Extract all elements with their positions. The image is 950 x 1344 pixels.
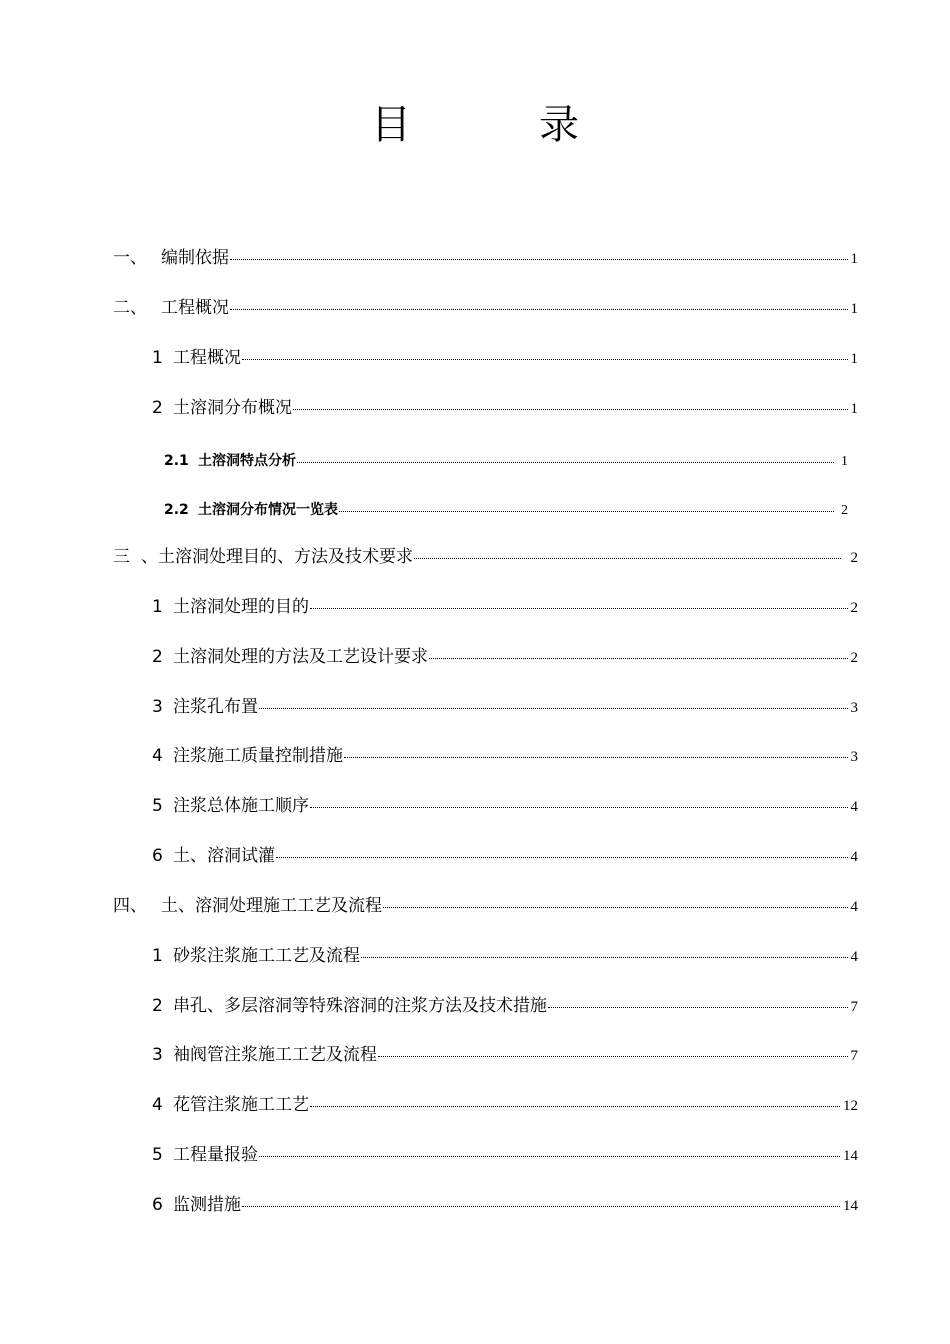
dot-leader [242, 359, 848, 360]
toc-entry-number: 2 [152, 996, 163, 1016]
toc-entry-number: 6 [152, 846, 163, 866]
page-title: 目 录 [371, 102, 623, 148]
toc-entry[interactable] [152, 396, 858, 421]
dot-leader [242, 1206, 840, 1207]
toc-entry-page: 1 [850, 301, 858, 317]
toc-entry-number: 1 [152, 597, 163, 617]
toc-entry-number: 3 [152, 1045, 163, 1065]
toc-entry-page: 4 [850, 949, 858, 965]
dot-leader [383, 907, 848, 908]
toc-entry-page: 14 [843, 1198, 858, 1214]
toc-entry-number: 5 [152, 796, 163, 816]
dot-leader [259, 1156, 840, 1157]
toc-entry-title: 注浆施工质量控制措施 [173, 746, 343, 766]
toc-entry-title: 工程量报验 [173, 1145, 258, 1165]
dot-leader [310, 807, 848, 808]
toc-entry-title: 监测措施 [173, 1195, 241, 1215]
toc-entry[interactable] [152, 1143, 858, 1168]
toc-entry-page: 12 [843, 1098, 858, 1114]
toc-entry-number: 4 [152, 746, 163, 766]
toc-entry-number: 一、 [113, 248, 147, 268]
toc-entry-page: 2 [850, 650, 858, 666]
toc-entry[interactable] [164, 498, 848, 523]
toc-entry-page: 7 [850, 999, 858, 1015]
toc-entry-number: 2 [152, 647, 163, 667]
toc-entry-page: 2 [850, 550, 858, 566]
toc-entry[interactable] [113, 296, 858, 321]
toc-entry-title: 工程概况 [161, 298, 229, 318]
toc-entry-number: 1 [152, 348, 163, 368]
dot-leader [378, 1056, 848, 1057]
toc-entry[interactable] [152, 595, 858, 620]
toc-entry-number: 2.1 [164, 453, 189, 469]
toc-entry-title: 注浆总体施工顺序 [173, 796, 309, 816]
toc-entry-title: 土溶洞特点分析 [198, 453, 296, 469]
dot-leader [414, 558, 841, 559]
toc-entry-title: 土溶洞分布概况 [173, 398, 292, 418]
toc-entry-number: 5 [152, 1145, 163, 1165]
dot-leader [297, 462, 834, 463]
toc-entry[interactable] [152, 695, 858, 720]
toc-entry[interactable] [152, 346, 858, 371]
toc-entry-number: 2 [152, 398, 163, 418]
toc-entry-title: 土溶洞处理的方法及工艺设计要求 [173, 647, 428, 667]
toc-entry-page: 1 [850, 251, 858, 267]
toc-entry-title: 土、溶洞试灌 [173, 846, 275, 866]
toc-entry[interactable] [152, 994, 858, 1019]
toc-entry-title: 土溶洞处理的目的 [173, 597, 309, 617]
toc-entry[interactable] [152, 794, 858, 819]
toc-entry[interactable] [152, 844, 858, 869]
toc-entry-page: 3 [850, 700, 858, 716]
toc-entry[interactable] [152, 1093, 858, 1118]
dot-leader [230, 309, 848, 310]
toc-entry[interactable] [152, 645, 858, 670]
toc-entry-title: 土、溶洞处理施工工艺及流程 [161, 896, 382, 916]
toc-entry-number: 1 [152, 946, 163, 966]
dot-leader [429, 658, 848, 659]
toc-entry-page: 1 [841, 454, 848, 469]
toc-entry-title: 串孔、多层溶洞等特殊溶洞的注浆方法及技术措施 [173, 996, 547, 1016]
dot-leader [361, 957, 848, 958]
toc-entry[interactable] [152, 744, 858, 769]
toc-entry-page: 4 [850, 849, 858, 865]
toc-entry-page: 14 [843, 1148, 858, 1164]
dot-leader [230, 259, 848, 260]
toc-entry-page: 2 [850, 600, 858, 616]
toc-entry-page: 1 [850, 351, 858, 367]
dot-leader [259, 708, 848, 709]
toc-entry[interactable] [152, 944, 858, 969]
toc-entry[interactable] [113, 246, 858, 271]
dot-leader [276, 857, 848, 858]
toc-entry-number: 3 [152, 697, 163, 717]
toc-entry-number: 二、 [113, 298, 147, 318]
dot-leader [344, 757, 848, 758]
toc-entry-number: 2.2 [164, 502, 189, 518]
dot-leader [548, 1007, 848, 1008]
dot-leader [293, 409, 848, 410]
dot-leader [310, 608, 848, 609]
toc-entry[interactable] [113, 894, 858, 919]
toc-entry[interactable] [113, 545, 858, 570]
toc-entry-page: 3 [850, 749, 858, 765]
toc-entry-title: 砂浆注浆施工工艺及流程 [173, 946, 360, 966]
toc-entry-page: 2 [841, 503, 848, 518]
toc-entry-title: 、土溶洞处理目的、方法及技术要求 [141, 547, 413, 567]
toc-entry-number: 6 [152, 1195, 163, 1215]
toc-entry-page: 4 [850, 899, 858, 915]
toc-entry-title: 编制依据 [161, 248, 229, 268]
toc-entry[interactable] [164, 449, 848, 474]
dot-leader [310, 1106, 840, 1107]
toc-entry-page: 1 [850, 401, 858, 417]
toc-entry-title: 土溶洞分布情况一览表 [198, 502, 338, 518]
toc-entry-title: 袖阀管注浆施工工艺及流程 [173, 1045, 377, 1065]
toc-entry-title: 花管注浆施工工艺 [173, 1095, 309, 1115]
toc-entry[interactable] [152, 1043, 858, 1068]
toc-entry-page: 7 [850, 1048, 858, 1064]
toc-entry-number: 四、 [113, 896, 147, 916]
toc-entry-number: 三 [113, 547, 130, 567]
toc-entry[interactable] [152, 1193, 858, 1218]
toc-entry-title: 注浆孔布置 [173, 697, 258, 717]
toc-entry-number: 4 [152, 1095, 163, 1115]
toc-entry-title: 工程概况 [173, 348, 241, 368]
dot-leader [339, 511, 834, 512]
toc-entry-page: 4 [850, 799, 858, 815]
